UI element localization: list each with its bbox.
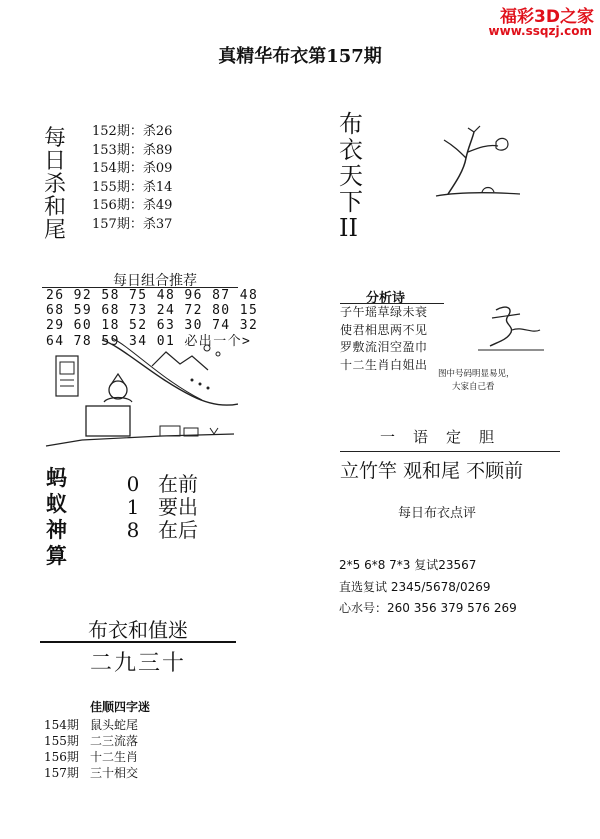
heading-char: 算: [46, 544, 67, 568]
divider: [40, 641, 236, 643]
ant-god-row: [122, 514, 198, 543]
ant-text: 在后: [158, 518, 198, 542]
poem-note: [438, 368, 515, 394]
list-item: 153期：杀89: [92, 142, 173, 158]
heading-char: II: [339, 214, 358, 242]
analysis-poem-title: 分析诗: [366, 291, 406, 306]
four-char-list: [44, 716, 138, 780]
heading-char: 蚁: [46, 492, 67, 516]
list-item: [44, 748, 138, 764]
combo-row: 29 60 18 52 63 30 74 32: [46, 318, 259, 334]
poem-line: 子午瑶草绿未衰: [340, 305, 428, 319]
list-item: [44, 764, 138, 780]
buyi-tianxia-heading: [339, 112, 363, 242]
watermark-url: www.ssqzj.com: [488, 24, 592, 38]
tree-sketch-illustration: [428, 122, 528, 202]
list-item: 154期：杀09: [92, 161, 173, 177]
ant-text: 在前: [158, 472, 198, 496]
prediction-line: 直选复试 2345/5678/0269: [339, 580, 491, 594]
daily-kill-heading: [44, 128, 66, 243]
ant-digit: 0: [126, 472, 140, 496]
period: 156期: [44, 750, 79, 764]
period: 157期: [44, 766, 79, 780]
note-line: 大家自己看: [452, 382, 495, 392]
yiyu-text: 立竹竿 观和尾 不顾前: [340, 460, 524, 482]
ant-god-heading: [46, 468, 67, 572]
ant-digit: 8: [126, 518, 140, 542]
divider: [340, 451, 560, 452]
ant-digit: 1: [126, 495, 140, 519]
list-item: 152期：杀26: [92, 124, 173, 139]
heading-char: 神: [46, 518, 67, 542]
riddle-text: 二三流落: [90, 734, 139, 748]
heading-char: 蚂: [46, 466, 67, 490]
heading-char: 每: [44, 126, 67, 151]
page-title: 真精华布衣第157期: [218, 46, 382, 67]
list-item: 156期：杀49: [92, 198, 173, 214]
figure-sketch-illustration: [476, 300, 546, 356]
poem-line: 十二生肖白姐出: [340, 357, 428, 372]
heading-char: 衣: [339, 136, 363, 164]
ant-text: 要出: [158, 495, 198, 519]
combo-row: 64 78 59 34 01 必出一个>: [46, 333, 252, 349]
daily-review-title: 每日布衣点评: [398, 506, 477, 521]
list-item: 157期：杀37: [92, 216, 173, 232]
riddle-text: 三十相交: [90, 766, 139, 780]
heading-char: 和: [44, 195, 67, 220]
heading-char: 杀: [44, 172, 67, 197]
heading-char: 布: [339, 110, 363, 138]
watermark-site-name: 福彩3D之家: [500, 7, 594, 27]
cartoon-room-illustration: [42, 336, 238, 456]
heading-char: 日: [44, 149, 67, 174]
list-item: [44, 716, 138, 732]
puzzle-answer: 二九三十: [89, 651, 186, 676]
yiyu-heading: 一语定胆: [380, 428, 513, 446]
riddle-text: 鼠头蛇尾: [90, 718, 139, 732]
puzzle-heading: 布衣和值迷: [88, 618, 188, 642]
heading-char: 尾: [44, 218, 67, 243]
poem-line: 使君相思两不见: [340, 322, 428, 337]
poem-line: 罗敷流泪空盈巾: [340, 340, 428, 354]
heading-char: 下: [339, 188, 363, 216]
prediction-line: 心水号：260 356 379 576 269: [339, 601, 517, 615]
daily-kill-list: [92, 120, 172, 232]
analysis-poem: [340, 304, 428, 374]
combo-row: 26 92 58 75 48 96 87 48: [46, 288, 259, 303]
prediction-line: 2*5 6*8 7*3 复试23567: [339, 558, 477, 572]
period: 154期: [44, 718, 79, 732]
four-char-title: 佳顺四字迷: [90, 700, 151, 714]
note-line: 图中号码明显易见，: [438, 369, 515, 379]
combo-row: 68 59 68 73 24 72 80 15: [46, 303, 259, 319]
riddle-text: 十二生肖: [90, 750, 139, 764]
list-item: [44, 732, 138, 748]
period: 155期: [44, 734, 79, 748]
heading-char: 天: [339, 162, 363, 190]
combo-title: 每日组合推荐: [113, 273, 197, 289]
list-item: 155期：杀14: [92, 179, 173, 195]
